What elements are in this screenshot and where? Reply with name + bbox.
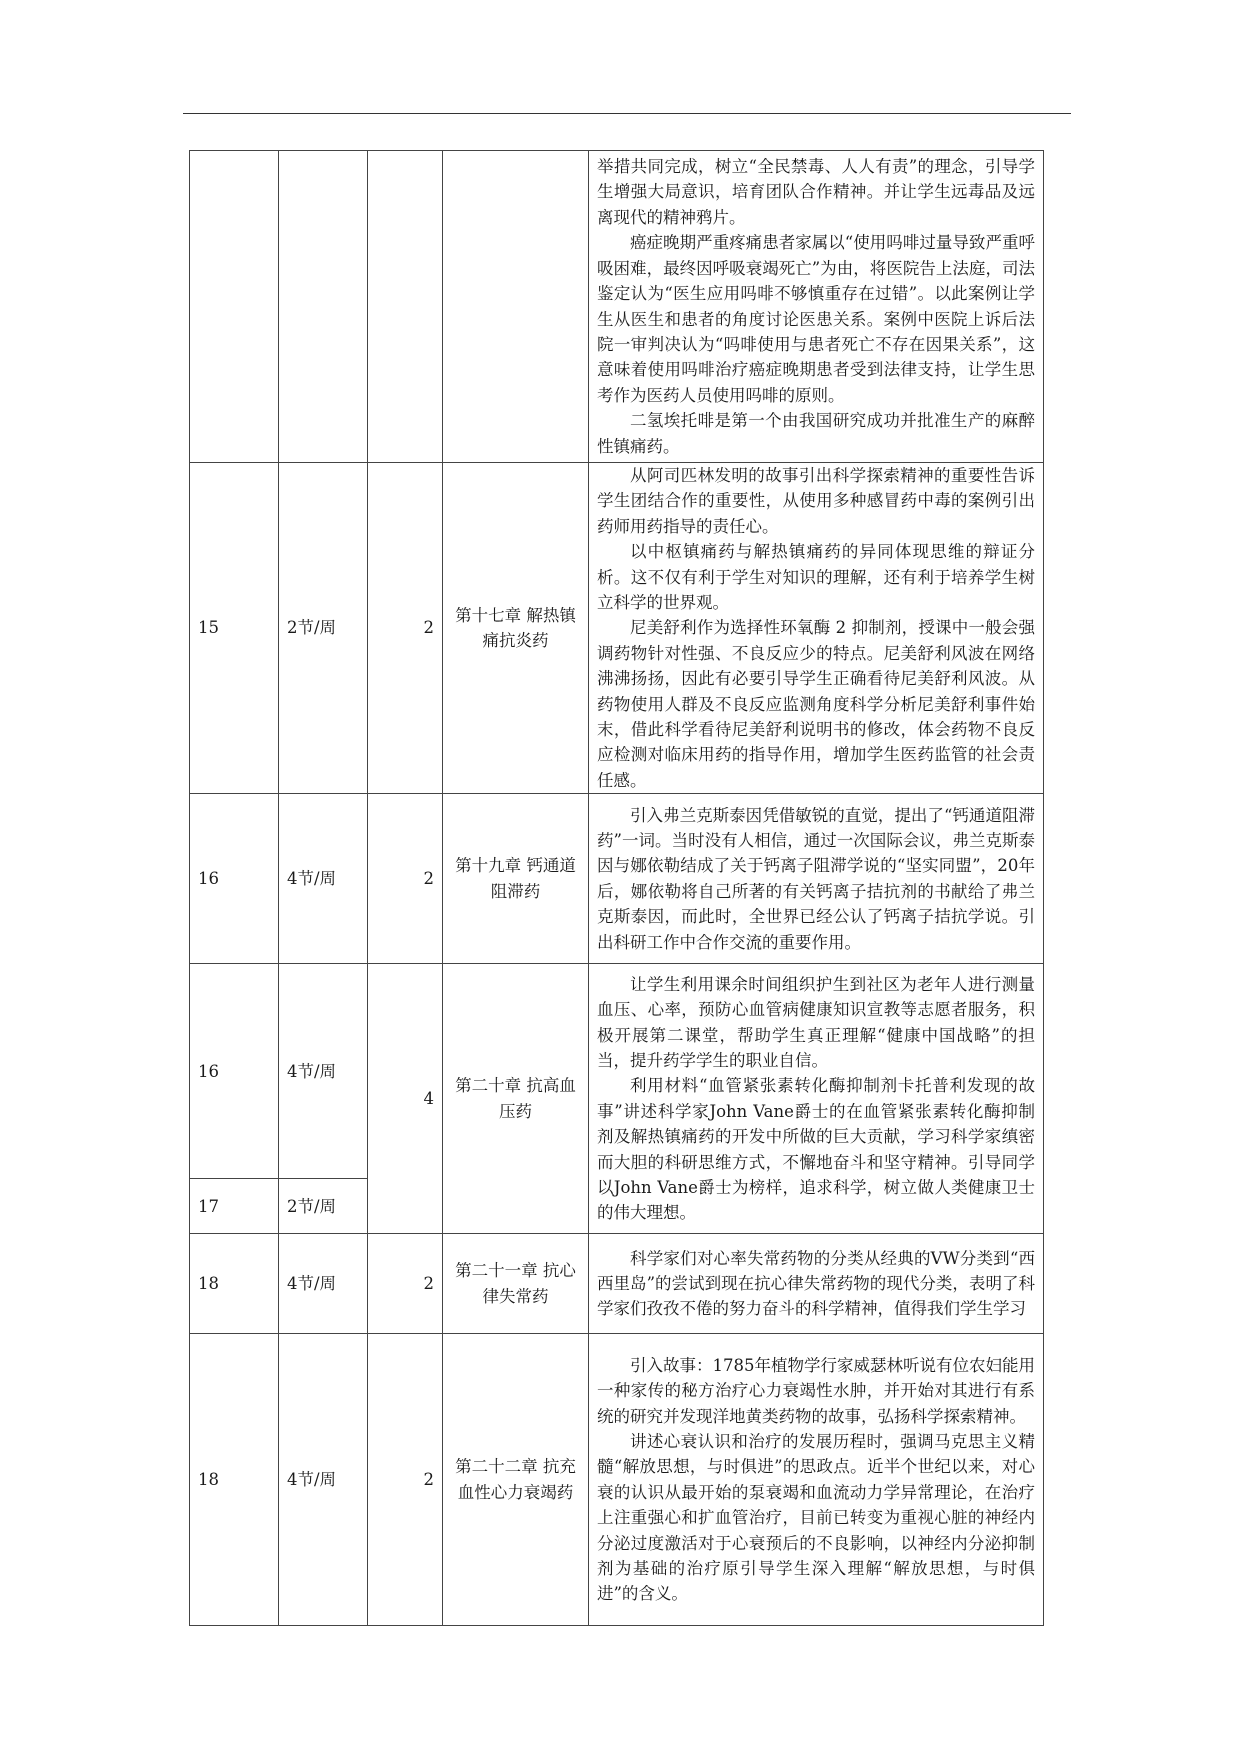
- content-paragraph: 癌症晚期严重疼痛患者家属以“使用吗啡过量导致严重呼吸困难，最终因呼吸衰竭死亡”为由，将医院告上法庭，司法鉴定认为“医生应用吗啡不够慎重存在过错”。以此案例让学生从医生和患者的角度讨论医患关系。案例中医院上诉后法院一审判决认为“吗啡使用与患者死亡不存在因果关系”，这意味着使用吗啡治疗癌症晚期患者受到法律支持，让学生思考作为医药人员使用吗啡的原则。: [597, 233, 1035, 405]
- table-row: [190, 964, 1044, 1179]
- content-paragraph: 让学生利用课余时间组织护生到社区为老年人进行测量血压、心率，预防心血管病健康知识宣教等志愿者服务，积极开展第二课堂，帮助学生真正理解“健康中国战略”的担当，提升药学学生的职业自信。: [597, 974, 1035, 1070]
- week-cell: 15: [190, 463, 279, 794]
- content-paragraph: 从阿司匹林发明的故事引出科学探索精神的重要性告诉学生团结合作的重要性，从使用多种感冒药中毒的案例引出药师用药指导的责任心。: [597, 466, 1035, 536]
- table-row: [190, 1334, 1044, 1626]
- content-cell: [589, 794, 1044, 964]
- chapter-cell: 第二十一章 抗心律失常药: [443, 1234, 589, 1334]
- content-paragraph: 举措共同完成，树立“全民禁毒、人人有责”的理念，引导学生增强大局意识，培育团队合作精神。并让学生远毒品及远离现代的精神鸦片。: [597, 157, 1035, 227]
- chapter-cell: 第二十二章 抗充血性心力衰竭药: [443, 1334, 589, 1626]
- curriculum-table: [189, 150, 1044, 1626]
- hours-cell: [279, 151, 368, 463]
- week-cell: 18: [190, 1334, 279, 1626]
- credit-cell: 2: [368, 463, 443, 794]
- hours-cell: 2节/周: [279, 463, 368, 794]
- week-cell: 16: [190, 794, 279, 964]
- hours-cell: 4节/周: [279, 964, 368, 1179]
- hours-cell: 4节/周: [279, 794, 368, 964]
- credit-cell: 2: [368, 1234, 443, 1334]
- week-cell: 18: [190, 1234, 279, 1334]
- week-cell: 16: [190, 964, 279, 1179]
- credit-cell: 4: [368, 964, 443, 1234]
- week-cell: [190, 151, 279, 463]
- header-rule: [183, 113, 1071, 114]
- chapter-cell: 第十七章 解热镇痛抗炎药: [443, 463, 589, 794]
- content-cell: [589, 1234, 1044, 1334]
- content-paragraph: 尼美舒利作为选择性环氧酶 2 抑制剂，授课中一般会强调药物针对性强、不良反应少的特点。尼美舒利风波在网络沸沸扬扬，因此有必要引导学生正确看待尼美舒利风波。从药物使用人群及不良反应监测角度科学分析尼美舒利事件始末，借此科学看待尼美舒利说明书的修改，体会药物不良反应检测对临床用药的指导作用，增加学生医药监管的社会责任感。: [597, 618, 1035, 790]
- credit-cell: [368, 151, 443, 463]
- content-paragraph: 引入故事：1785年植物学行家威瑟林听说有位农妇能用一种家传的秘方治疗心力衰竭性水肿，并开始对其进行有系统的研究并发现洋地黄类药物的故事，弘扬科学探索精神。: [597, 1355, 1035, 1426]
- table-row: [190, 151, 1044, 463]
- hours-cell: 4节/周: [279, 1234, 368, 1334]
- content-paragraph: 利用材料“血管紧张素转化酶抑制剂卡托普利发现的故事”讲述科学家John Vane爵士的在血管紧张素转化酶抑制剂及解热镇痛药的开发中所做的巨大贡献，学习科学家缜密而大胆的科研思维方式，不懈地奋斗和坚守精神。引导同学以John Vane爵士为榜样，追求科学，树立做人类健康卫士的伟大理想。: [597, 1076, 1035, 1223]
- content-cell: [589, 1334, 1044, 1626]
- chapter-cell: [443, 151, 589, 463]
- content-paragraph: 引入弗兰克斯泰因凭借敏锐的直觉，提出了“钙通道阻滞药”一词。当时没有人相信，通过一次国际会议，弗兰克斯泰因与娜依勒结成了关于钙离子阻滞学说的“坚实同盟”，20年后，娜依勒将自己所著的有关钙离子拮抗剂的书献给了弗兰克斯泰因，而此时，全世界已经公认了钙离子拮抗学说。引出科研工作中合作交流的重要作用。: [597, 805, 1035, 952]
- content-paragraph: 二氢埃托啡是第一个由我国研究成功并批准生产的麻醉性镇痛药。: [597, 411, 1035, 456]
- content-paragraph: 科学家们对心率失常药物的分类从经典的VW分类到“西西里岛”的尝试到现在抗心律失常药物的现代分类，表明了科学家们孜孜不倦的努力奋斗的科学精神，值得我们学生学习: [597, 1248, 1035, 1319]
- table-row: [190, 463, 1044, 794]
- chapter-cell: 第二十章 抗高血压药: [443, 964, 589, 1234]
- hours-cell: 4节/周: [279, 1334, 368, 1626]
- chapter-cell: 第十九章 钙通道阻滞药: [443, 794, 589, 964]
- week-cell: 17: [190, 1179, 279, 1234]
- content-cell: [589, 964, 1044, 1234]
- credit-cell: 2: [368, 794, 443, 964]
- content-paragraph: 以中枢镇痛药与解热镇痛药的异同体现思维的辩证分析。这不仅有利于学生对知识的理解，还有利于培养学生树立科学的世界观。: [597, 542, 1035, 613]
- hours-cell: 2节/周: [279, 1179, 368, 1234]
- table-row: [190, 794, 1044, 964]
- content-paragraph: 讲述心衰认识和治疗的发展历程时，强调马克思主义精髓“解放思想，与时俱进”的思政点。近半个世纪以来，对心衰的认识从最开始的泵衰竭和血流动力学异常理论，在治疗上注重强心和扩血管治疗，目前已转变为重视心脏的神经内分泌过度激活对于心衰预后的不良影响，以神经内分泌抑制剂为基础的治疗原引导学生深入理解“解放思想，与时俱进”的含义。: [597, 1431, 1035, 1604]
- content-cell: [589, 151, 1044, 463]
- table-row: [190, 1234, 1044, 1334]
- content-cell: [589, 463, 1044, 794]
- credit-cell: 2: [368, 1334, 443, 1626]
